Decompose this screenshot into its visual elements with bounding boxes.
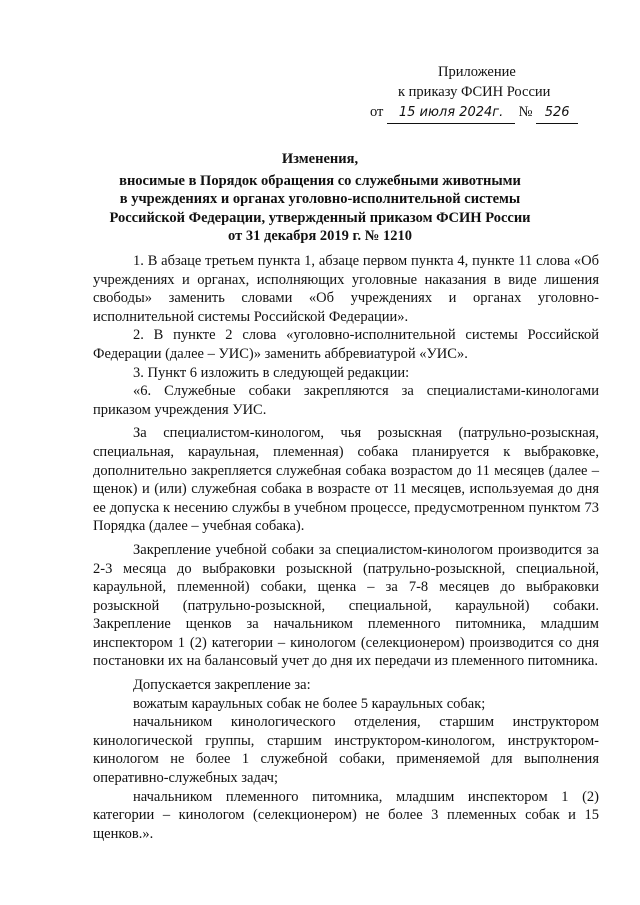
- document-heading: [100, 150, 540, 246]
- from-label: от: [370, 104, 384, 120]
- paragraph-6: Закрепление учебной собаки за специалистом-кинологом производится за 2-3 месяца до выбраковки розыскной (патрульно-розыскной, специальной, караульной, племенной) собаки, щенка – за 7-8 месяцев до выбраковки розыскной (патрульно-розыскной, специальной, караульной) собаки. Закрепление щенков за начальником племенного питомника, младшим инспектором 1 (2) категории – кинологом (селекционером) производится со дня постановки их на балансовый учет до дня их передачи из племенного питомника.: [93, 541, 599, 670]
- appendix-order-ref: к приказу ФСИН России: [398, 84, 551, 100]
- appendix-date-line: [370, 102, 620, 124]
- paragraph-3: 3. Пункт 6 изложить в следующей редакции:: [133, 364, 410, 381]
- paragraph-5: За специалистом-кинологом, чья розыскная (патрульно-розыскная, специальная, караульная, племенная) собака планируется к выбраковке, дополнительно закрепляется служебная собака возрастом до 11 месяцев (далее – щенок) и (или) служебная собака в возрасте от 11 месяцев, используемая до дня ее допуска к несению службы в учебном процессе, предусмотренном пунктом 73 Порядка (далее – учебная собака).: [93, 425, 599, 535]
- paragraph-1: 1. В абзаце третьем пункта 1, абзаце первом пункта 4, пункте 11 слова «Об учреждениях и органах, исполняющих уголовные наказания в виде лишения свободы» заменить словами «Об учреждениях и органах уголовно-исполнительной системы Российской Федерации».: [93, 253, 599, 325]
- number-label: №: [518, 104, 533, 120]
- heading-line-3: Российской Федерации, утвержденный приказом ФСИН России: [109, 209, 531, 226]
- appendix-title: Приложение: [438, 64, 516, 80]
- heading-line-1: вносимые в Порядок обращения со служебными животными: [119, 172, 521, 189]
- paragraph-2: 2. В пункте 2 слова «уголовно-исполнительной системы Российской Федерации (далее – УИС)» заменить аббревиатурой «УИС».: [93, 327, 599, 362]
- paragraph-9: начальником кинологического отделения, старшим инструктором кинологической группы, старшим инструктором-кинологом, инструктором-кинологом не более 1 служебной собаки, применяемой для выполнения оперативно-служебных задач;: [93, 714, 599, 787]
- paragraph-8: вожатым караульных собак не более 5 караульных собак;: [133, 695, 486, 712]
- paragraph-10: начальником племенного питомника, младшим инспектором 1 (2) категории – кинологом (селекционером) не более 3 племенных собак и 15 щенков.».: [93, 788, 599, 842]
- paragraph-4: «6. Служебные собаки закрепляются за специалистами-кинологами приказом учреждения УИС.: [93, 383, 599, 418]
- heading-line-4: от 31 декабря 2019 г. № 1210: [228, 228, 412, 244]
- handwritten-number: 526: [536, 103, 578, 124]
- document-body: [93, 252, 599, 843]
- handwritten-date: 15 июля 2024г.: [387, 103, 515, 124]
- heading-line-2: в учреждениях и органах уголовно-исполнительной системы: [119, 191, 521, 207]
- heading-title: Изменения,: [281, 151, 359, 167]
- paragraph-7: Допускается закрепление за:: [133, 677, 311, 694]
- appendix-block: [370, 62, 620, 124]
